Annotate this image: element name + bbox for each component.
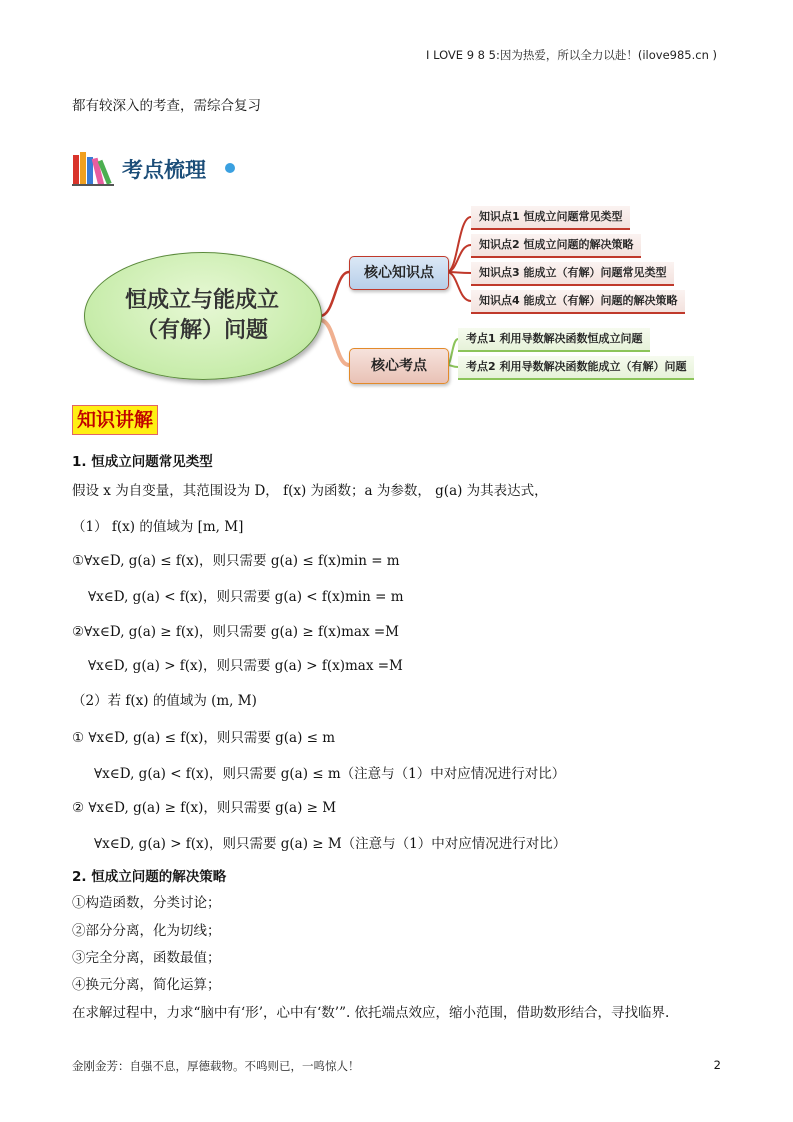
sec2-line-2: ③完全分离，函数最值； [72,950,221,966]
sec1-line-6: （2）若 f(x) 的值域为 (m, M) [72,693,257,709]
sec2-line-0: ①构造函数，分类讨论； [72,895,221,911]
title-dot [225,163,235,173]
knowledge-point-4: 知识点4 能成立（有解）问题的解决策略 [471,290,685,314]
sec1-line-9: ② ∀x∈D, g(a) ≥ f(x)，则只需要 g(a) ≥ M [72,800,337,816]
exam-point-2: 考点2 利用导数解决函数能成立（有解）问题 [458,356,694,380]
sec1-line-5: ∀x∈D, g(a) > f(x)，则只需要 g(a) > f(x)max =M [88,658,403,674]
core-knowledge-node: 核心知识点 [349,256,449,290]
page-header: I LOVE 9 8 5:因为热爱，所以全力以赴！(ilove985.cn ) [426,48,717,62]
center-title-line-1: 恒成立与能成立 [124,288,279,313]
knowledge-point-3: 知识点3 能成立（有解）问题常见类型 [471,262,674,286]
sec1-title: 1. 恒成立问题常见类型 [72,454,213,470]
exam-point-1: 考点1 利用导数解决函数恒成立问题 [458,328,650,352]
sec2-title: 2. 恒成立问题的解决策略 [72,869,227,885]
sec1-line-0: 假设 x 为自变量，其范围设为 D， f(x) 为函数；a 为参数， g(a) 为其表达式， [72,483,548,499]
center-title-line-2: （有解）问题 [135,318,268,343]
core-exam-node: 核心考点 [349,348,449,384]
sec1-line-3: ∀x∈D, g(a) < f(x)，则只需要 g(a) < f(x)min = m [88,589,404,605]
sec1-line-1: （1） f(x) 的值域为 [m, M] [72,519,244,535]
page-footer: 金刚金芳：自强不息，厚德载物。不鸣则已，一鸣惊人！ [72,1059,360,1073]
books-icon [72,152,114,186]
sec1-line-10: ∀x∈D, g(a) > f(x)，则只需要 g(a) ≥ M（注意与（1）中对应情况进行对比） [94,836,567,852]
intro-text: 都有较深入的考查，需综合复习 [72,98,261,114]
sec1-line-4: ②∀x∈D, g(a) ≥ f(x)，则只需要 g(a) ≥ f(x)max =M [72,624,399,640]
sec2-line-1: ②部分分离，化为切线； [72,923,221,939]
section-title [72,150,272,190]
knowledge-point-2: 知识点2 恒成立问题的解决策略 [471,234,641,258]
mind-map [0,200,793,390]
sec1-line-8: ∀x∈D, g(a) < f(x)，则只需要 g(a) ≤ m（注意与（1）中对应情况进行对比） [94,766,566,782]
sec1-line-7: ① ∀x∈D, g(a) ≤ f(x)，则只需要 g(a) ≤ m [72,730,336,746]
center-title [84,286,320,346]
knowledge-point-1: 知识点1 恒成立问题常见类型 [471,206,630,230]
section-title-text: 考点梳理 [122,158,206,182]
knowledge-label: 知识讲解 [72,405,158,435]
sec2-line-3: ④换元分离，简化运算； [72,977,221,993]
sec2-line-4: 在求解过程中，力求“脑中有‘形’，心中有‘数’”. 依托端点效应，缩小范围，借助数形结合，寻找临界. [72,1005,670,1021]
sec1-line-2: ①∀x∈D, g(a) ≤ f(x)，则只需要 g(a) ≤ f(x)min = m [72,553,400,569]
page-number: 2 [713,1058,721,1072]
